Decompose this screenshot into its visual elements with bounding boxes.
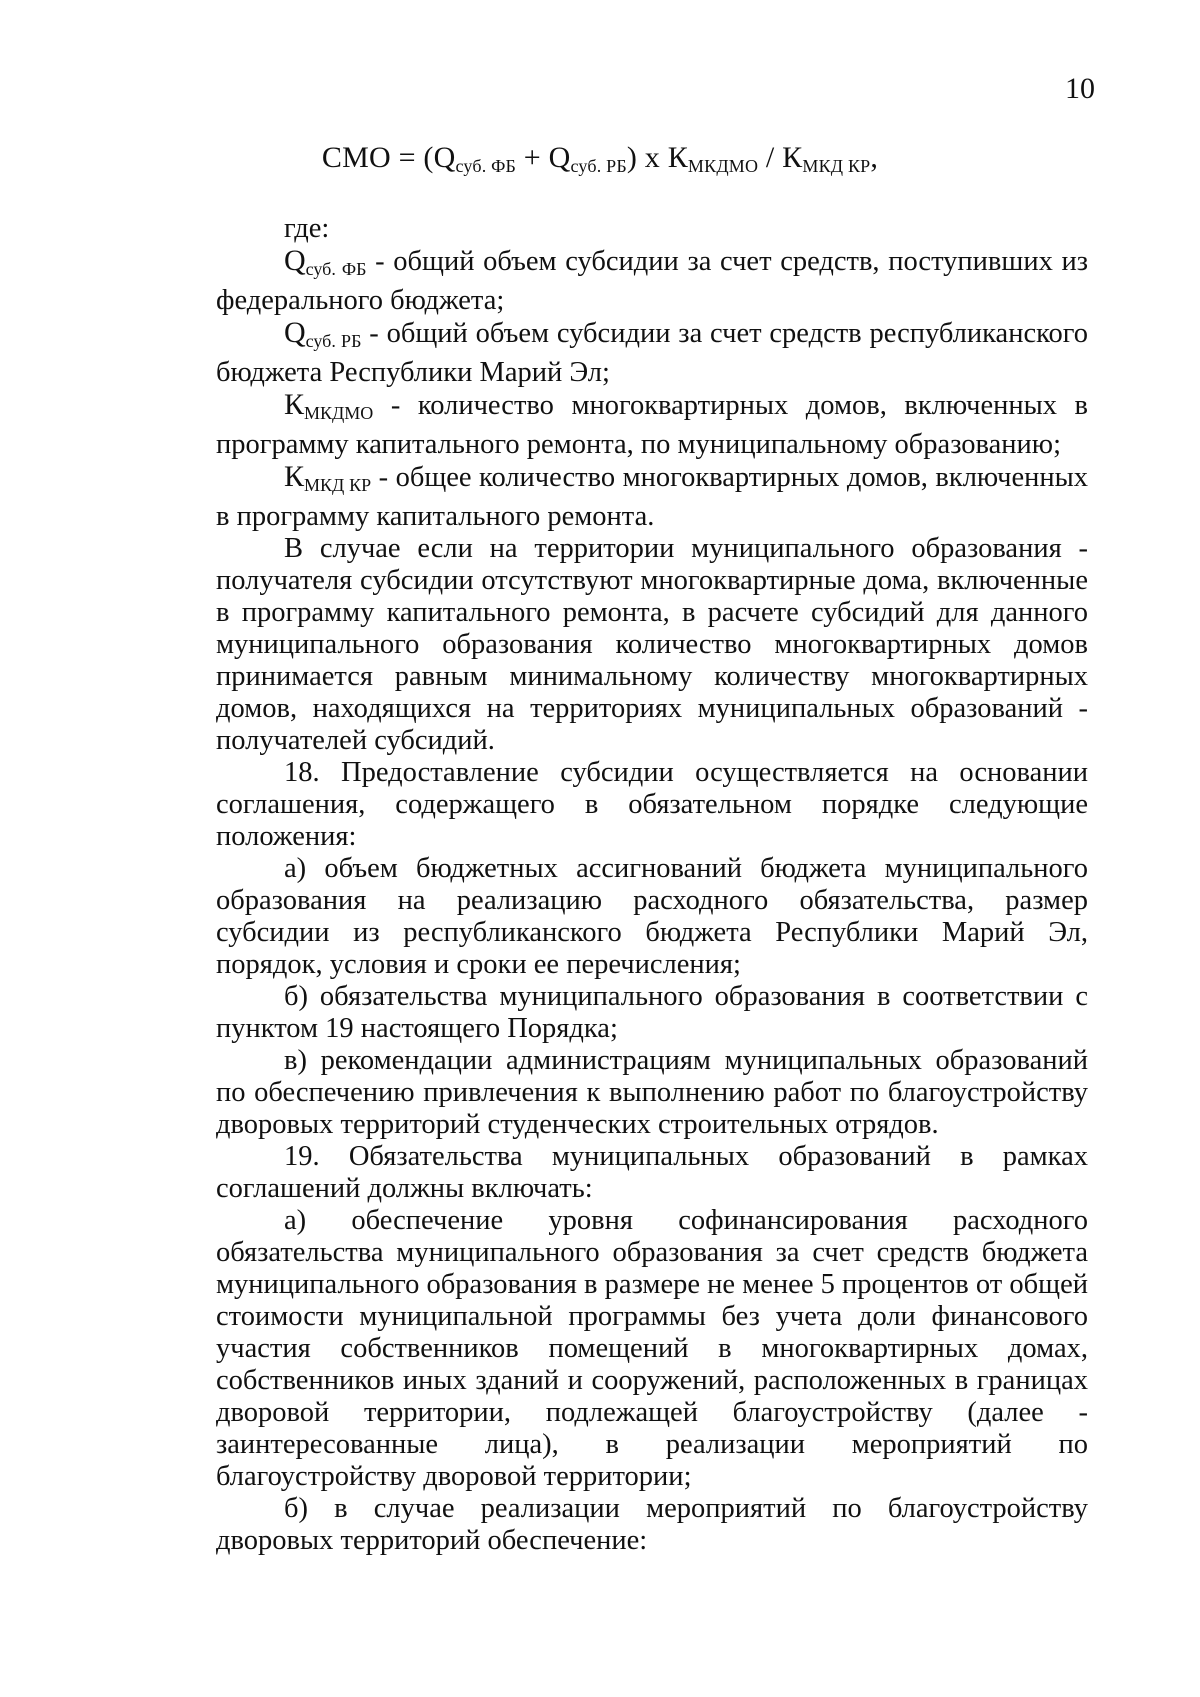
- formula-part: / К: [758, 141, 803, 174]
- document-body: [216, 213, 1088, 1557]
- formula-part: + Q: [516, 141, 571, 174]
- formula-part: ) х К: [626, 141, 688, 174]
- formula-subscript: суб. ФБ: [455, 156, 517, 176]
- paragraph-item-19-a: а) обеспечение уровня софинансирования расходного обязательства муниципального образования за счет средств бюджета муниципального образования в размере не менее 5 процентов от общей стоимости муниципальной программы без учета доли финансового участия собственников помещений в многоквартирных домах, собственников иных зданий и сооружений, расположенных в границах дворовой территории, подлежащей благоустройству (далее - заинтересованные лица), в реализации мероприятий по благоустройству дворовой территории;: [216, 1205, 1088, 1492]
- paragraph-item-18-b: б) обязательства муниципального образования в соответствии с пунктом 19 настоящего Порядка;: [216, 981, 1088, 1044]
- formula-subscript: МКДМО: [687, 156, 759, 176]
- formula-subscript: суб. РБ: [570, 156, 627, 176]
- definition-symbol: Q: [284, 316, 306, 349]
- definition-text: - общее количество многоквартирных домов, включенных в программу капитального ремонта.: [216, 462, 1089, 532]
- paragraph-item-18: 18. Предоставление субсидии осуществляется на основании соглашения, содержащего в обязательном порядке следующие положения:: [216, 757, 1088, 852]
- definition-symbol: К: [284, 460, 305, 493]
- formula-part: ,: [870, 141, 879, 174]
- definition-subscript: суб. РБ: [305, 331, 362, 351]
- formula-lhs: СМО: [321, 141, 391, 174]
- page-number: 10: [1065, 72, 1095, 105]
- definition-k-mkdmo: [216, 389, 1088, 461]
- definition-text: - количество многоквартирных домов, включенных в программу капитального ремонта, по муниципальному образованию;: [216, 390, 1088, 460]
- paragraph-item-18-v: в) рекомендации администрациям муниципальных образований по обеспечению привлечения к выполнению работ по благоустройству дворовых территорий студенческих строительных отрядов.: [216, 1045, 1088, 1140]
- paragraph-no-housing-case: В случае если на территории муниципального образования - получателя субсидии отсутствуют многоквартирные дома, включенные в программу капитального ремонта, в расчете субсидий для данного муниципального образования количество многоквартирных домов принимается равным минимальному количеству многоквартирных домов, находящихся на территориях муниципальных образований - получателей субсидий.: [216, 533, 1088, 756]
- paragraph-item-18-a: а) объем бюджетных ассигнований бюджета муниципального образования на реализацию расходного обязательства, размер субсидии из республиканского бюджета Республики Марий Эл, порядок, условия и сроки ее перечисления;: [216, 853, 1088, 980]
- definition-subscript: суб. ФБ: [305, 259, 367, 279]
- definition-subscript: МКД КР: [304, 475, 372, 495]
- formula-part: = (Q: [390, 141, 456, 174]
- where-label: где:: [284, 213, 330, 244]
- definition-text: - общий объем субсидии за счет средств республиканского бюджета Республики Марий Эл;: [216, 318, 1088, 388]
- formula-subscript: МКД КР: [802, 156, 871, 176]
- definition-k-mkd-kr: [216, 461, 1088, 533]
- definition-symbol: Q: [284, 244, 306, 277]
- definition-q-fb: [216, 245, 1088, 317]
- definition-subscript: МКДМО: [304, 403, 374, 423]
- definition-text: - общий объем субсидии за счет средств, поступивших из федерального бюджета;: [216, 246, 1088, 316]
- paragraph-item-19-b: б) в случае реализации мероприятий по благоустройству дворовых территорий обеспечение:: [216, 1493, 1088, 1556]
- formula-cmo: [0, 140, 1200, 184]
- paragraph-item-19: 19. Обязательства муниципальных образований в рамках соглашений должны включать:: [216, 1141, 1088, 1204]
- definition-q-rb: [216, 317, 1088, 389]
- definition-symbol: К: [284, 388, 305, 421]
